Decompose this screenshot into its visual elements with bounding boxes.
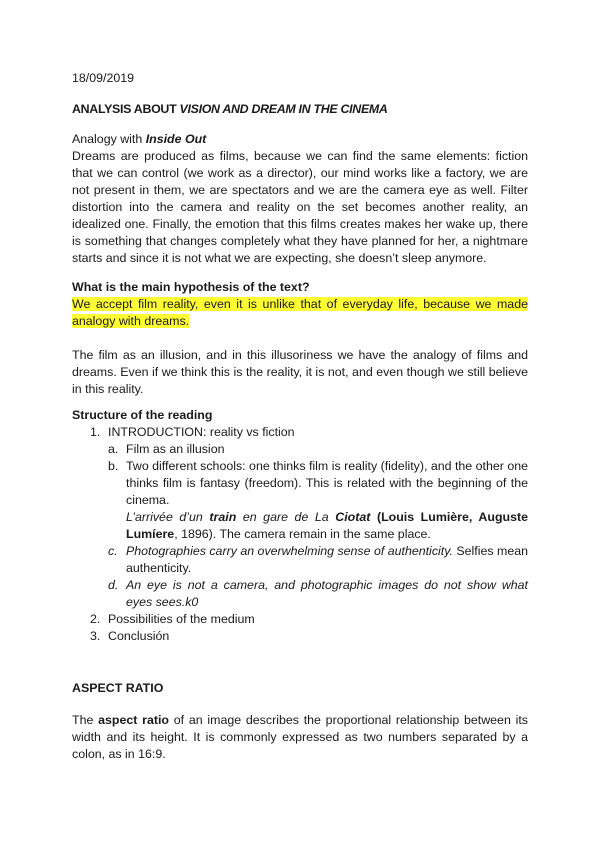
ref-part: en gare de La — [236, 510, 336, 524]
sub-list-item — [72, 441, 528, 458]
list-item — [72, 611, 528, 628]
ref-tail: , 1896). The camera remain in the same place. — [174, 527, 431, 541]
sub-list-tail: k0 — [185, 595, 199, 609]
hypothesis-question: What is the main hypothesis of the text? — [72, 280, 310, 294]
aspect-term: aspect ratio — [98, 713, 169, 727]
sub-list-text: Selfies mean authenticity. — [126, 544, 529, 575]
highlighted-answer: We accept film reality, even it is unlike that of everyday life, because we made analogy with dreams. — [72, 297, 528, 328]
sub-list-italic: An eye is not a camera, and photographic images do not show what eyes sees. — [126, 578, 528, 609]
sub-list-italic: Photographies carry an overwhelming sense of authenticity. — [126, 544, 453, 558]
list-number: 3. — [90, 629, 101, 643]
illusion-paragraph: The film as an illusion, and in this illusoriness we have the analogy of films and dreams. Even if we think this is the reality, it is not, and even though we still believe in this reality. — [72, 348, 528, 396]
sub-list-text: Two different schools: one thinks film is reality (fidelity), and the other one thinks film is fantasy (freedom). This is related with the beginning of the cinema. — [126, 459, 528, 507]
sub-list-item — [72, 543, 528, 577]
document-page — [72, 70, 528, 763]
analogy-line — [72, 131, 528, 148]
aspect-paragraph — [72, 712, 528, 763]
document-date: 18/09/2019 — [72, 71, 135, 85]
sub-list-item — [72, 577, 528, 611]
aspect-text: of an image describes the proportional relationship between its width and its height. It is commonly expressed as two numbers separated by a colon, as in 16:9. — [72, 713, 528, 761]
aspect-intro: The — [72, 713, 99, 727]
sub-list-item — [72, 458, 528, 543]
ref-part: L’arrivée d’un — [126, 510, 210, 524]
sub-list-text: Film as an illusion — [126, 442, 225, 456]
analogy-film: Inside Out — [145, 132, 207, 146]
sub-list-letter: b. — [108, 459, 119, 473]
list-item — [72, 628, 528, 645]
structure-heading: Structure of the reading — [72, 408, 213, 422]
document-title — [72, 101, 528, 118]
title-prefix: ANALYSIS ABOUT — [72, 102, 180, 116]
list-item-label: INTRODUCTION: reality vs fiction — [108, 425, 295, 439]
ref-bold: Ciotat — [335, 510, 371, 524]
list-number: 1. — [90, 425, 101, 439]
title-italic: VISION AND DREAM IN THE CINEMA — [179, 102, 388, 116]
list-item — [72, 424, 528, 611]
film-reference — [126, 510, 528, 541]
sub-list-letter: c. — [108, 544, 118, 558]
structure-list — [72, 424, 528, 645]
hypothesis-answer — [72, 296, 528, 330]
intro-paragraph: Dreams are produced as films, because we can find the same elements: fiction that we can control (we work as a director), our mind works like a factory, we are not present in them, we are spectators and we are the camera eye as well. Filter distortion into the camera and reality on the set becomes another reality, an idealized one. Finally, the emotion that this films creates makes her wake up, there is something that changes completely what they have planned for her, a nightmare starts and since it is not what we are expecting, she doesn’t sleep anymore. — [72, 149, 528, 265]
list-number: 2. — [90, 612, 101, 626]
sub-list — [72, 441, 528, 611]
list-item-label: Possibilities of the medium — [108, 612, 255, 626]
ref-bold: train — [209, 510, 237, 524]
list-item-label: Conclusión — [108, 629, 170, 643]
aspect-heading: ASPECT RATIO — [72, 681, 164, 695]
ref-authors: (Louis Lumière, Auguste Lumíere — [126, 510, 528, 541]
analogy-prefix: Analogy with — [72, 132, 146, 146]
sub-list-letter: a. — [108, 442, 119, 456]
sub-list-letter: d. — [108, 578, 119, 592]
